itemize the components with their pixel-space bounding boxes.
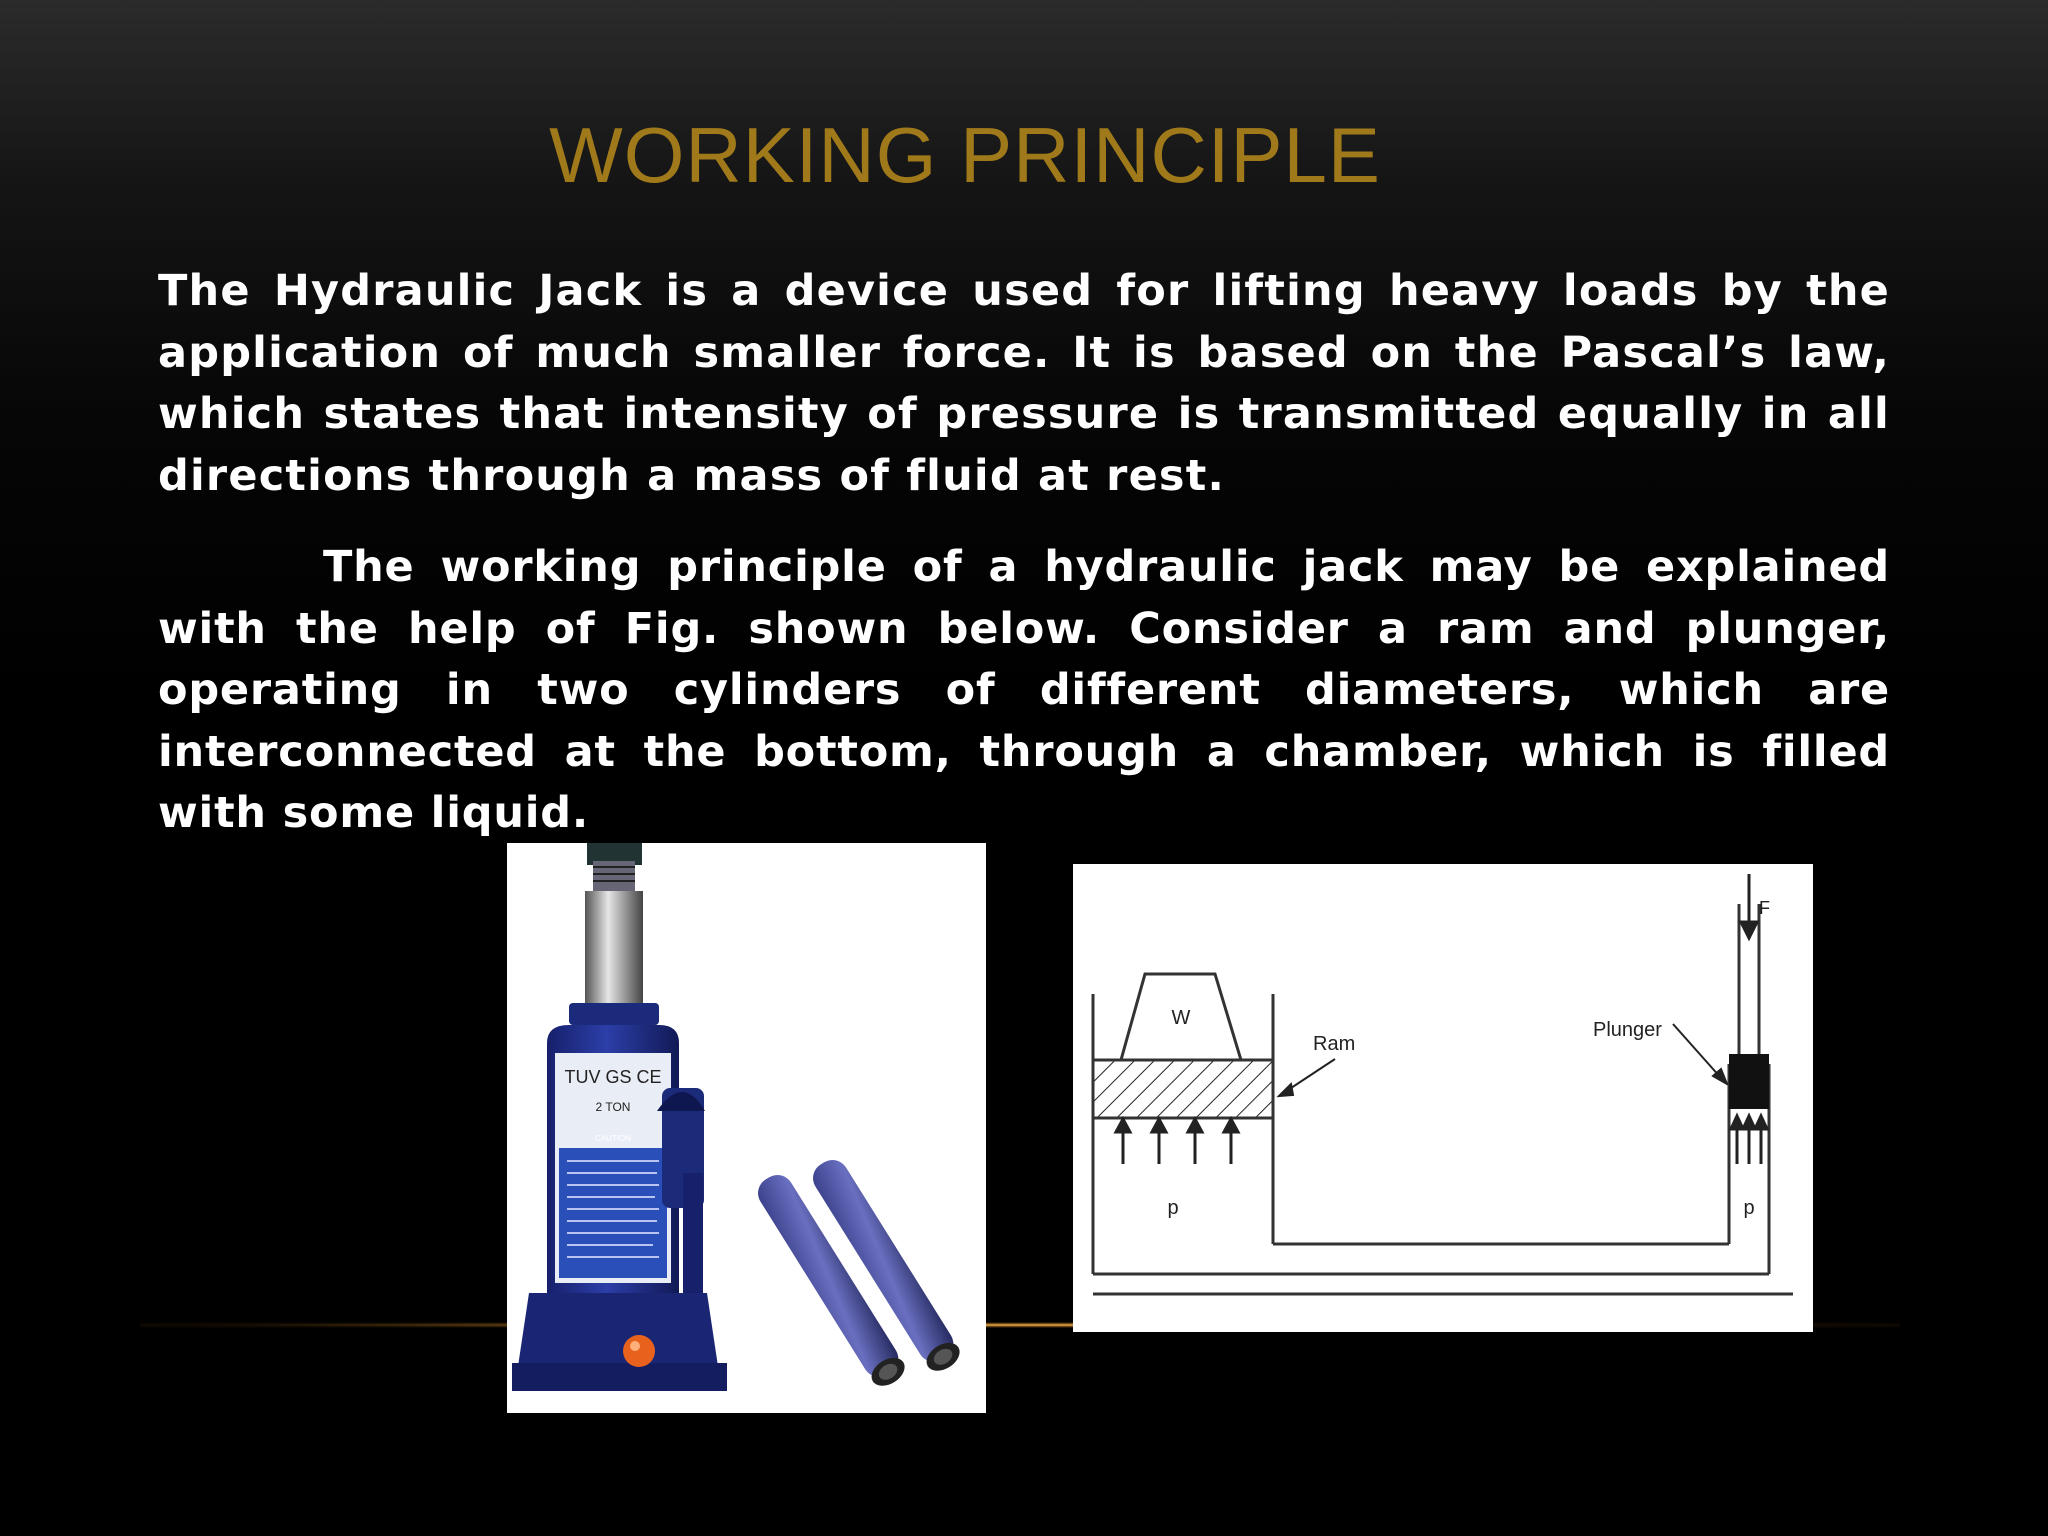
jack-brand-label: TUV GS CE bbox=[564, 1067, 662, 1087]
paragraph-pascals-law: The Hydraulic Jack is a device used for lifting heavy loads by the application of much smaller force. It is based on the Pascal’s law, which states that intensity of pressure is transmitted equally in all directions through a mass of fluid at rest. bbox=[158, 266, 1890, 501]
weight-label: W bbox=[1171, 1007, 1191, 1029]
jack-caution-label: CAUTION bbox=[595, 1134, 631, 1143]
paragraph-working-principle: The working principle of a hydraulic jack may be explained with the help of Fig. shown below. Consider a ram and plunger, operating in two cylinders of different diameters, which are interconnected at the bottom, through a chamber, which is filled with some liquid. bbox=[158, 542, 1890, 838]
slide-title: WORKING PRINCIPLE bbox=[549, 111, 1381, 199]
hydraulic-jack-photo bbox=[507, 843, 986, 1413]
ram-label: Ram bbox=[1313, 1033, 1356, 1055]
pressure-right-label: p bbox=[1743, 1197, 1755, 1219]
hydraulic-jack-illustration bbox=[507, 843, 986, 1413]
ram-plunger-schematic bbox=[1073, 864, 1813, 1332]
force-label: F bbox=[1759, 898, 1770, 918]
plunger-label: Plunger bbox=[1593, 1019, 1662, 1041]
jack-capacity-label: 2 TON bbox=[595, 1100, 631, 1114]
pressure-left-label: p bbox=[1167, 1197, 1179, 1219]
hydraulic-jack-diagram bbox=[1073, 864, 1813, 1332]
